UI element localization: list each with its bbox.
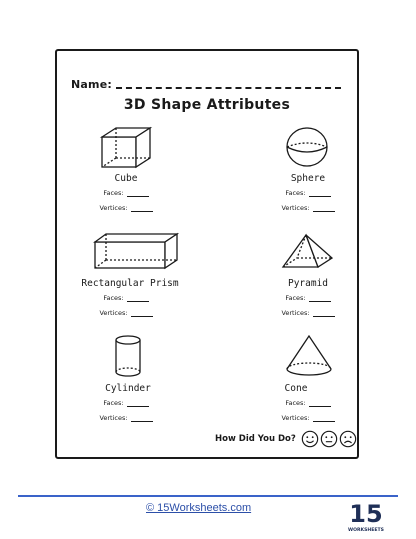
vertices-answer-blank[interactable] (131, 415, 153, 422)
shape-name-sphere: Sphere (290, 173, 326, 184)
vertices-label: Vertices: (281, 414, 310, 422)
worksheet-title: 3D Shape Attributes (123, 97, 291, 113)
faces-answer-blank[interactable] (127, 295, 149, 302)
cone-icon (284, 333, 334, 379)
faces-field-cylinder (56, 399, 196, 407)
shape-name-cone: Cone (284, 383, 308, 394)
faces-field-cube (56, 189, 196, 197)
vertices-label: Vertices: (99, 414, 128, 422)
faces-label: Faces: (103, 294, 124, 302)
faces-field-rectangular-prism (56, 294, 196, 302)
shape-name-cylinder: Cylinder (105, 383, 151, 394)
faces-field-cone (238, 399, 378, 407)
shape-name-cube: Cube (114, 173, 138, 184)
faces-answer-blank[interactable] (309, 400, 331, 407)
vertices-answer-blank[interactable] (131, 310, 153, 317)
vertices-label: Vertices: (281, 204, 310, 212)
vertices-field-rectangular-prism (56, 309, 196, 317)
vertices-answer-blank[interactable] (313, 205, 335, 212)
vertices-field-cylinder (56, 414, 196, 422)
pyramid-icon (280, 232, 336, 274)
logo-text: WORKSHEETS (348, 528, 384, 533)
faces-answer-blank[interactable] (309, 295, 331, 302)
vertices-label: Vertices: (99, 309, 128, 317)
faces-answer-blank[interactable] (309, 190, 331, 197)
15worksheets-logo (350, 499, 382, 533)
neutral-face-icon[interactable] (320, 430, 338, 448)
self-rating (215, 430, 358, 448)
vertices-answer-blank[interactable] (313, 415, 335, 422)
sphere-icon (283, 125, 331, 169)
vertices-label: Vertices: (281, 309, 310, 317)
vertices-field-cube (56, 204, 196, 212)
cylinder-icon (113, 333, 143, 379)
name-blank-line (116, 87, 341, 89)
faces-label: Faces: (285, 294, 306, 302)
vertices-field-sphere (238, 204, 378, 212)
faces-label: Faces: (103, 189, 124, 197)
logo-number: 15 (349, 500, 383, 528)
vertices-field-cone (238, 414, 378, 422)
rectangular-prism-icon (92, 231, 182, 271)
vertices-field-pyramid (238, 309, 378, 317)
rating-label: How Did You Do? (215, 434, 296, 444)
cube-icon (98, 125, 156, 171)
faces-answer-blank[interactable] (127, 400, 149, 407)
shape-name-pyramid: Pyramid (287, 278, 329, 289)
faces-field-pyramid (238, 294, 378, 302)
faces-field-sphere (238, 189, 378, 197)
copyright-link[interactable]: © 15Worksheets.com (146, 502, 252, 514)
vertices-answer-blank[interactable] (131, 205, 153, 212)
name-row (71, 75, 341, 91)
shape-name-rectangular-prism: Rectangular Prism (81, 278, 179, 289)
happy-face-icon[interactable] (301, 430, 319, 448)
name-label: Name: (71, 78, 112, 91)
sad-face-icon[interactable] (339, 430, 357, 448)
vertices-answer-blank[interactable] (313, 310, 335, 317)
footer-divider (18, 495, 398, 497)
faces-answer-blank[interactable] (127, 190, 149, 197)
vertices-label: Vertices: (99, 204, 128, 212)
faces-label: Faces: (285, 189, 306, 197)
faces-label: Faces: (103, 399, 124, 407)
faces-label: Faces: (285, 399, 306, 407)
